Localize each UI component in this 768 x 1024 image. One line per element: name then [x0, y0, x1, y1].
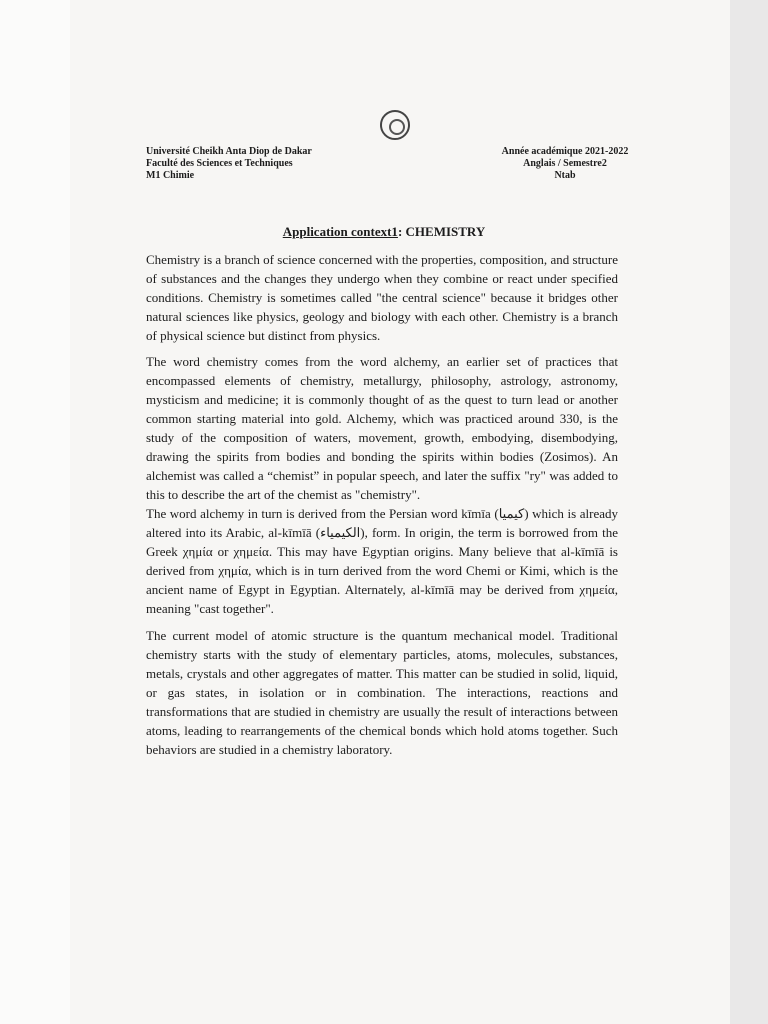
- academic-year: Année académique 2021-2022: [501, 146, 629, 157]
- title-underlined: Application context1: [282, 224, 398, 239]
- university-seal-icon: [380, 110, 410, 140]
- instructor-name: Ntab: [554, 170, 576, 181]
- page-title: [0, 224, 768, 240]
- paragraph-1: [146, 250, 618, 345]
- header-left: [146, 146, 312, 182]
- header-right: [470, 146, 660, 182]
- paragraph-4-text: The current model of atomic structure is the quantum mechanical model. Traditional chemistry starts with the study of elementary particles, atoms, molecules, substances, metals, crystals and other aggregates of matter. This matter can be studied in solid, liquid, or gas states, in isolation or in combination. The interactions, reactions and transformations that are studied in chemistry are usually the result of interactions between atoms, leading to rearrangements of the chemical bonds which hold atoms together. Such behaviors are studied in a chemistry laboratory.: [146, 628, 618, 757]
- paragraph-2: [146, 352, 618, 504]
- course-semester: Anglais / Semestre2: [523, 158, 607, 169]
- scan-margin: [0, 0, 70, 1024]
- paragraph-2-text: The word chemistry comes from the word alchemy, an earlier set of practices that encompassed elements of chemistry, metallurgy, philosophy, astrology, astronomy, mysticism and medicine; it is commonly thought of as the quest to turn lead or another common starting material into gold. Alchemy, which was practiced around 330, is the study of the composition of waters, movement, growth, embodying, disembodying, drawing the spirits from bodies and bonding the spirits within bodies (Zosimos). An alchemist was called a “chemist” in popular speech, and later the suffix "ry" was added to this to describe the art of the chemist as "chemistry".: [146, 354, 618, 502]
- title-rest: : CHEMISTRY: [397, 224, 486, 239]
- class-name: M1 Chimie: [146, 170, 195, 181]
- paragraph-3: [146, 504, 618, 618]
- faculty-name: Faculté des Sciences et Techniques: [146, 158, 293, 169]
- university-name: Université Cheikh Anta Diop de Dakar: [146, 146, 312, 157]
- paragraph-1-text: Chemistry is a branch of science concerned with the properties, composition, and structure of substances and the changes they undergo when they combine or react under specified conditions. Chemistry is sometimes called "the central science" because it bridges other natural sciences like physics, geology and biology with each other. Chemistry is a branch of physical science but distinct from physics.: [146, 252, 618, 343]
- paragraph-4: [146, 626, 618, 759]
- paragraph-3-text: The word alchemy in turn is derived from the Persian word kīmīa (کیمیا) which is already altered into its Arabic, al-kīmīā (الکیمیاء), form. In origin, the term is borrowed from the Greek χημία or χημεία. This may have Egyptian origins. Many believe that al-kīmīā is derived from χημία, which is in turn derived from the word Chemi or Kimi, which is the ancient name of Egypt in Egyptian. Alternately, al-kīmīā may be derived from χημεία, meaning "cast together".: [146, 506, 619, 616]
